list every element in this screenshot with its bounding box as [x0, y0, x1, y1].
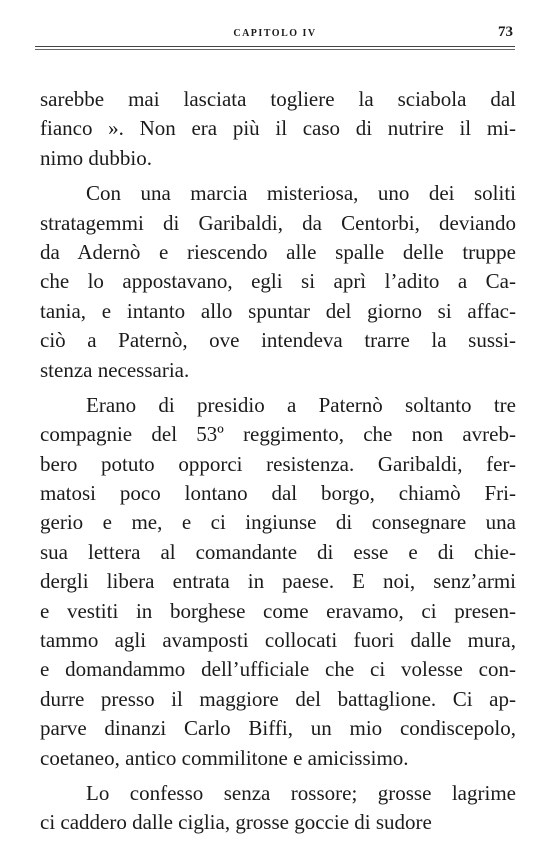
text-line: che lo appostavano, egli si aprì l’adito a Ca-: [40, 269, 516, 294]
text-line: tania, e intanto allo spuntar del giorno si affac-: [40, 298, 516, 323]
text-line: Erano di presidio a Paternò soltanto tre: [86, 392, 516, 417]
header-rule-double: [35, 49, 515, 50]
text-line: matosi poco lontano dal borgo, chiamò Fri-: [40, 481, 516, 506]
text-line: gerio e me, e ci ingiunse di consegnare una: [40, 510, 516, 535]
text-line: bero potuto opporci resistenza. Garibaldi, fer-: [40, 451, 516, 476]
text-line: da Adernò e riescendo alle spalle delle truppe: [40, 239, 516, 264]
page-header: [35, 22, 515, 52]
header-rule: [35, 46, 515, 47]
text-line: stenza necessaria.: [40, 357, 190, 382]
text-body: [40, 85, 516, 838]
text-line: fianco ». Non era più il caso di nutrire il mi-: [40, 116, 516, 141]
text-line: ci caddero dalle ciglia, grosse goccie di sudore: [40, 810, 432, 835]
text-line: ciò a Paternò, ove intendeva trarre la sussi-: [40, 328, 516, 353]
text-line: Lo confesso senza rossore; grosse lagrime: [86, 780, 516, 805]
text-line: stratagemmi di Garibaldi, da Centorbi, deviando: [40, 210, 516, 235]
text-line: e domandammo dell’ufficiale che ci volesse con-: [40, 657, 516, 682]
text-line: tammo agli avamposti collocati fuori dalle mura,: [40, 628, 516, 653]
text-line: coetaneo, antico commilitone e amicissimo.: [40, 745, 409, 770]
text-line: sarebbe mai lasciata togliere la sciabola dal: [40, 87, 516, 111]
text-line: dergli libera entrata in paese. E noi, senz’armi: [40, 569, 516, 594]
text-line: compagnie del 53º reggimento, che non avreb-: [40, 422, 516, 447]
text-line: Con una marcia misteriosa, uno dei soliti: [86, 181, 516, 206]
page-number: 73: [498, 24, 513, 40]
text-line: sua lettera al comandante di esse e di chie-: [40, 539, 516, 564]
text-line: durre presso il maggiore del battaglione. Ci ap-: [40, 686, 516, 711]
text-line: parve dinanzi Carlo Biffi, un mio condiscepolo,: [40, 716, 516, 741]
text-line: e vestiti in borghese come eravamo, ci presen-: [40, 598, 516, 623]
text-line: nimo dubbio.: [40, 145, 153, 170]
running-title: CAPITOLO IV: [233, 28, 317, 39]
